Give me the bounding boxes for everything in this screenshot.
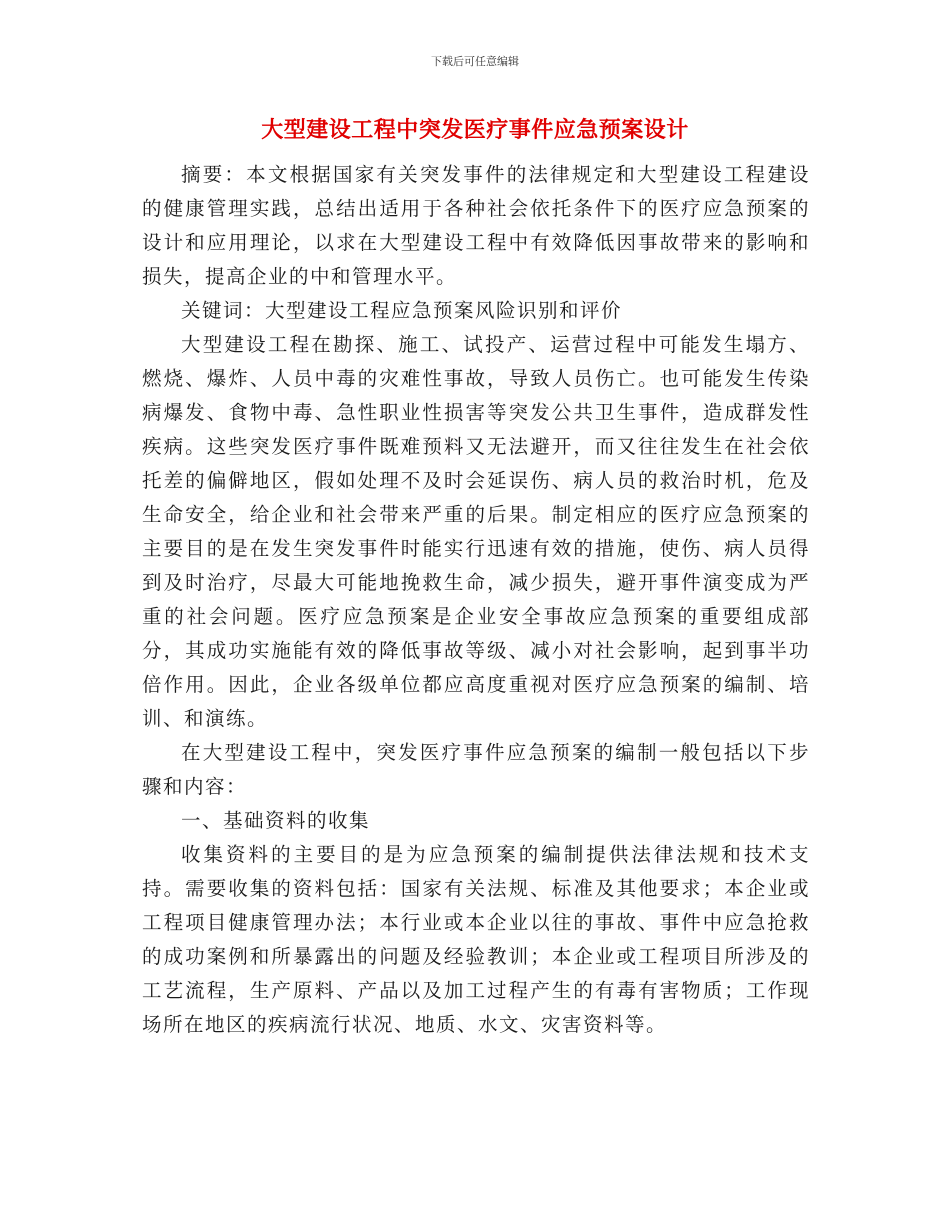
keywords-paragraph: 关键词：大型建设工程应急预案风险识别和评价 xyxy=(181,299,623,322)
document-title: 大型建设工程中突发医疗事件应急预案设计 xyxy=(261,118,689,143)
abstract-paragraph: 摘要：本文根据国家有关突发事件的法律规定和大型建设工程建设的健康管理实践，总结出适用于各种社会依托条件下的医疗应急预案的设计和应用理论，以求在大型建设工程中有效降低因事故带来的影响和损失，提高企业的中和管理水平。 xyxy=(142,163,810,288)
section-heading: 一、基础资料的收集 xyxy=(181,809,371,832)
body-paragraph: 收集资料的主要目的是为应急预案的编制提供法律法规和技术支持。需要收集的资料包括：国家有关法规、标准及其他要求；本企业或工程项目健康管理办法；本行业或本企业以往的事故、事件中应急抢救的成功案例和所暴露出的问题及经验教训；本企业或工程项目所涉及的工艺流程，生产原料、产品以及加工过程产生的有毒有害物质；工作现场所在地区的疾病流行状况、地质、水文、灾害资料等。 xyxy=(142,843,810,1036)
body-paragraph: 大型建设工程在勘探、施工、试投产、运营过程中可能发生塌方、燃烧、爆炸、人员中毒的灾难性事故，导致人员伤亡。也可能发生传染病爆发、食物中毒、急性职业性损害等突发公共卫生事件，造成群发性疾病。这些突发医疗事件既难预料又无法避开，而又往往发生在社会依托差的偏僻地区，假如处理不及时会延误伤、病人员的救治时机，危及生命安全，给企业和社会带来严重的后果。制定相应的医疗应急预案的主要目的是在发生突发事件时能实行迅速有效的措施，使伤、病人员得到及时治疗，尽最大可能地挽救生命，减少损失，避开事件演变成为严重的社会问题。医疗应急预案是企业安全事故应急预案的重要组成部分，其成功实施能有效的降低事故等级、减小对社会影响，起到事半功倍作用。因此，企业各级单位都应高度重视对医疗应急预案的编制、培训、和演练。 xyxy=(142,333,810,730)
page-header-note: 下载后可任意编辑 xyxy=(431,55,519,68)
document-body xyxy=(142,158,810,1042)
body-paragraph: 在大型建设工程中，突发医疗事件应急预案的编制一般包括以下步骤和内容： xyxy=(142,741,810,798)
